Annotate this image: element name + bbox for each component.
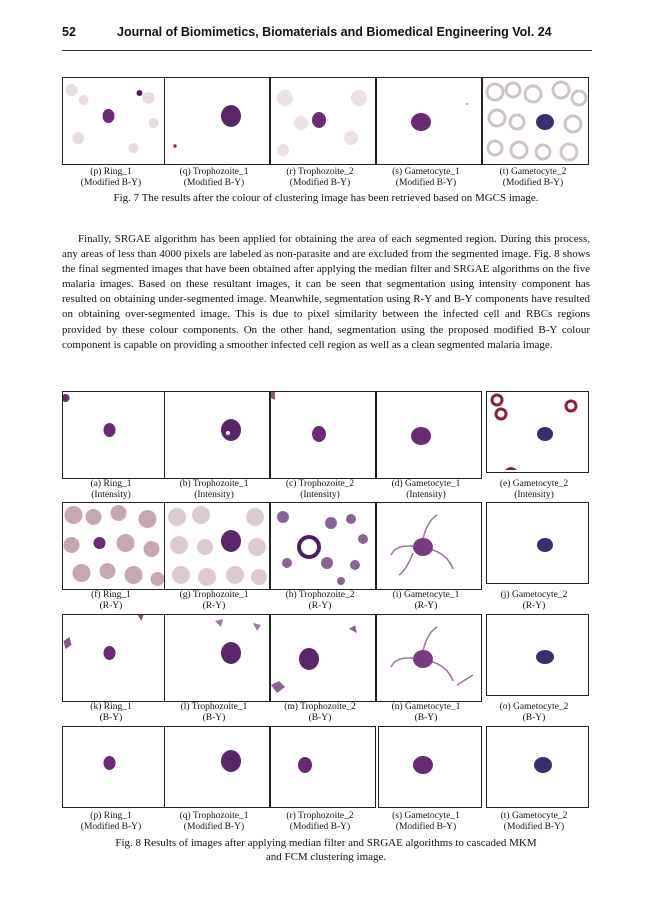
fig7-image-p xyxy=(62,77,165,165)
fig8-image-g xyxy=(164,502,270,590)
fig8-image-l xyxy=(164,614,270,702)
fig8-row-ry xyxy=(62,502,590,590)
fig8-caption-e: (e) Gametocyte_2 (Intensity) xyxy=(499,479,569,500)
fig8-image-k xyxy=(62,614,165,702)
fig7-row xyxy=(62,77,590,165)
fig8-caption-i: (i) Gametocyte_1 (R-Y) xyxy=(392,590,460,611)
fig8-caption-s: (s) Gametocyte_1 (Modified B-Y) xyxy=(392,811,460,832)
fig8-row-by xyxy=(62,614,590,702)
fig8-caption-line1: Fig. 8 Results of images after applying median filter and SRGAE algorithms to cascaded MKM xyxy=(115,837,537,849)
fig7-caption-p: (p) Ring_1 (Modified B-Y) xyxy=(80,167,142,188)
fig8-image-i xyxy=(376,502,482,590)
fig7-caption: Fig. 7 The results after the colour of clustering image has been retrieved based on MGCS image. xyxy=(113,192,539,204)
fig7-caption-q: (q) Trophozoite_1 (Modified B-Y) xyxy=(179,167,249,188)
fig8-image-d xyxy=(376,391,482,479)
fig7-image-s xyxy=(376,77,482,165)
fig8-image-b xyxy=(164,391,270,479)
fig8-image-q xyxy=(164,726,270,808)
fig8-caption-c: (c) Trophozoite_2 (Intensity) xyxy=(285,479,355,500)
fig7-caption-s: (s) Gametocyte_1 (Modified B-Y) xyxy=(392,167,460,188)
fig8-image-f xyxy=(62,502,165,590)
fig7-image-q xyxy=(164,77,270,165)
fig8-image-m xyxy=(270,614,376,702)
fig8-row-intensity xyxy=(62,391,590,479)
page-number: 52 xyxy=(62,25,76,39)
fig8-caption-q: (q) Trophozoite_1 (Modified B-Y) xyxy=(179,811,249,832)
fig8-caption-p: (p) Ring_1 (Modified B-Y) xyxy=(80,811,142,832)
fig8-image-o xyxy=(486,614,589,696)
fig8-caption xyxy=(62,836,590,864)
fig8-image-j xyxy=(486,502,589,584)
fig8-caption-d: (d) Gametocyte_1 (Intensity) xyxy=(391,479,461,500)
fig8-row-modified-by xyxy=(62,726,590,814)
fig8-image-c xyxy=(270,391,376,479)
fig8-image-p xyxy=(62,726,165,808)
fig8-image-h xyxy=(270,502,376,590)
journal-title: Journal of Biomimetics, Biomaterials and Biomedical Engineering Vol. 24 xyxy=(117,25,552,39)
fig8-caption-o: (o) Gametocyte_2 (B-Y) xyxy=(499,702,569,723)
running-header xyxy=(62,25,592,43)
fig8-caption-l: (l) Trophozoite_1 (B-Y) xyxy=(180,702,248,723)
fig8-caption-h: (h) Trophozoite_2 (R-Y) xyxy=(285,590,355,611)
fig8-caption-b: (b) Trophozoite_1 (Intensity) xyxy=(179,479,249,500)
fig8-caption-f: (f) Ring_1 (R-Y) xyxy=(91,590,131,611)
fig8-caption-line2: and FCM clustering image. xyxy=(265,851,387,863)
fig8-image-s xyxy=(378,726,482,808)
fig8-image-e xyxy=(486,391,589,473)
body-paragraph: Finally, SRGAE algorithm has been applied for obtaining the area of each segmented region. During this process, any areas of less than 4000 pixels are labeled as non-parasite and are excluded from the segmented image. Fig. 8 shows the final segmented images that have been obtained after applying the median filter and SRGAE algorithms on the five malaria images. Based on these resultant images, it can be seen that segmentation using intensity component has resulted on obtaining under-segmented image. Meanwhile, segmentation using R-Y and B-Y components have resulted on obtaining over-segmented image. This is due to pixel similarity between the infected cell and RBCs regions provided by these colour components. On the other hand, segmentation using the proposed modified B-Y colour component is capable on providing a smoother infected cell region as well as a clean segmented malaria image. xyxy=(62,233,590,351)
fig7-caption-r: (r) Trophozoite_2 (Modified B-Y) xyxy=(286,167,354,188)
fig7-caption-t: (t) Gametocyte_2 (Modified B-Y) xyxy=(499,167,567,188)
fig8-caption-r: (r) Trophozoite_2 (Modified B-Y) xyxy=(286,811,354,832)
fig7-image-r xyxy=(270,77,376,165)
fig8-image-a xyxy=(62,391,165,479)
fig8-caption-g: (g) Trophozoite_1 (R-Y) xyxy=(179,590,249,611)
fig8-caption-n: (n) Gametocyte_1 (B-Y) xyxy=(391,702,461,723)
fig8-caption-m: (m) Trophozoite_2 (B-Y) xyxy=(284,702,356,723)
fig8-image-t xyxy=(486,726,589,808)
fig8-caption-j: (j) Gametocyte_2 (R-Y) xyxy=(500,590,568,611)
header-rule xyxy=(62,50,592,51)
fig7-image-t xyxy=(482,77,589,165)
fig8-caption-t: (t) Gametocyte_2 (Modified B-Y) xyxy=(500,811,568,832)
fig8-image-r xyxy=(270,726,376,808)
fig8-caption-k: (k) Ring_1 (B-Y) xyxy=(90,702,132,723)
fig8-image-n xyxy=(376,614,482,702)
fig8-caption-a: (a) Ring_1 (Intensity) xyxy=(90,479,132,500)
